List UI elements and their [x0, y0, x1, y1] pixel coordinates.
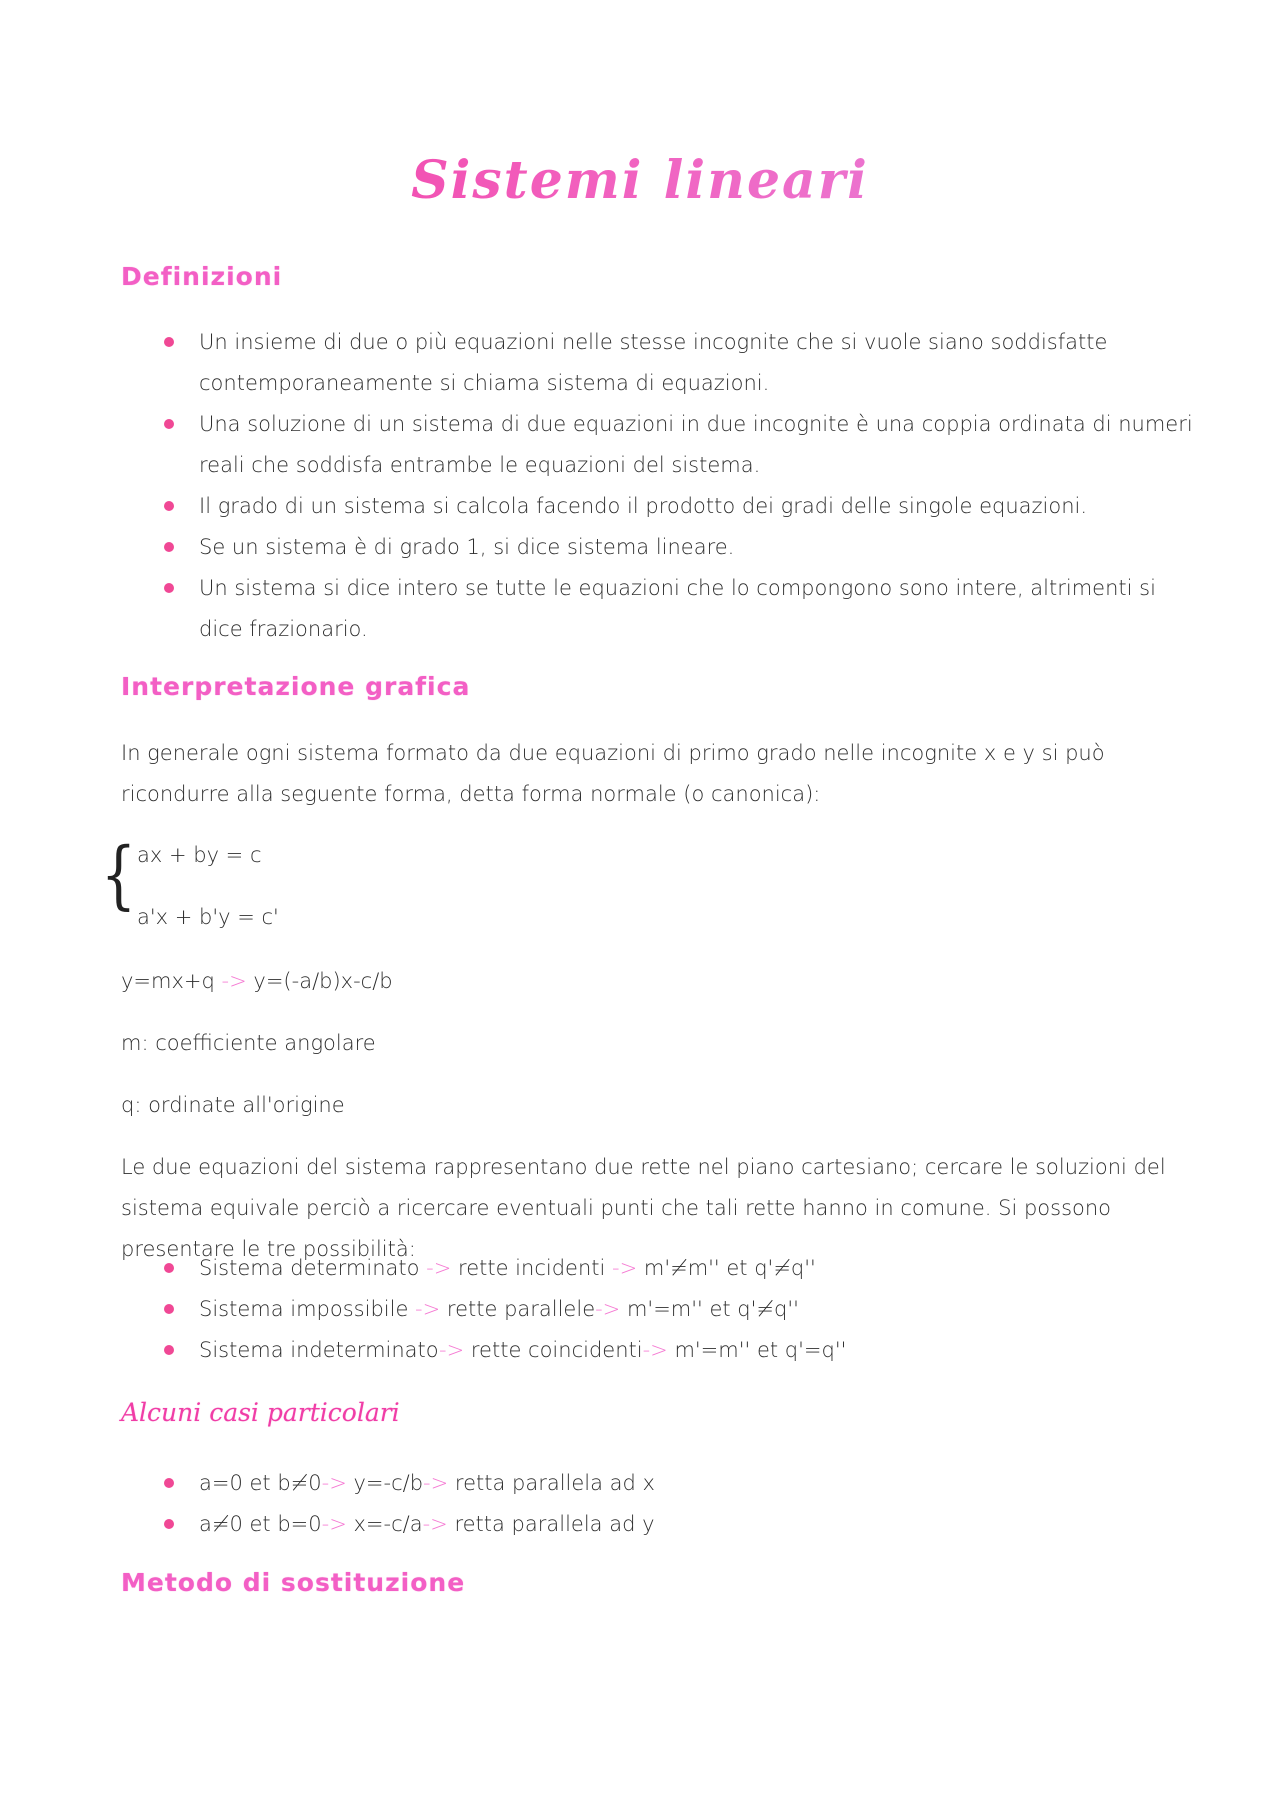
list-item: Se un sistema è di grado 1, si dice sistema lineare.: [121, 527, 1201, 568]
bullet-dot-icon: [164, 542, 174, 552]
list-item: a≠0 et b=0-> x=-c/a-> retta parallela ad y: [121, 1504, 1201, 1545]
arrow-icon: ->: [595, 1297, 621, 1321]
list-item: Sistema impossibile -> rette parallele-> m'=m'' et q'≠q'': [121, 1289, 1201, 1330]
intro-paragraph: In generale ogni sistema formato da due equazioni di primo grado nelle incognite x e y si può ricondurre alla seguente forma, detta forma normale (o canonica):: [121, 741, 1105, 806]
formula-line: y=mx+q -> y=(-a/b)x-c/b: [121, 969, 393, 993]
heading-sostituzione: Metodo di sostituzione: [121, 1568, 466, 1597]
q-definition: q: ordinate all'origine: [121, 1093, 345, 1117]
bullet-dot-icon: [164, 1345, 174, 1355]
bullet-dot-icon: [164, 501, 174, 511]
definizioni-list: [121, 322, 1201, 650]
list-item: Sistema indeterminato-> rette coincidenti-> m'=m'' et q'=q'': [121, 1330, 1201, 1371]
list-item: a=0 et b≠0-> y=-c/b-> retta parallela ad x: [121, 1463, 1201, 1504]
arrow-icon: ->: [321, 1512, 347, 1536]
bullet-dot-icon: [164, 1478, 174, 1488]
bullet-dot-icon: [164, 1304, 174, 1314]
list-item: Il grado di un sistema si calcola facendo il prodotto dei gradi delle singole equazioni.: [121, 486, 1201, 527]
list-item: Sistema determinato -> rette incidenti -> m'≠m'' et q'≠q'': [121, 1248, 1201, 1289]
heading-casi-particolari: Alcuni casi particolari: [121, 1398, 400, 1427]
heading-definizioni: Definizioni: [121, 262, 283, 291]
m-definition: m: coefficiente angolare: [121, 1031, 376, 1055]
rette-paragraph: Le due equazioni del sistema rappresentano due rette nel piano cartesiano; cercare le soluzioni del sistema equivale perciò a ricercare eventuali punti che tali rette hanno in comune. Si possono presentare le tre possibilità:: [121, 1155, 1166, 1261]
casi-list: [121, 1463, 1201, 1545]
arrow-icon: ->: [422, 1512, 448, 1536]
arrow-icon: ->: [642, 1338, 668, 1362]
arrow-icon: ->: [415, 1297, 441, 1321]
cases-list: [121, 1248, 1201, 1371]
page-title: Sistemi lineari: [0, 150, 1280, 211]
bullet-dot-icon: [164, 1263, 174, 1273]
system-equation-1: ax + by = c: [137, 843, 262, 867]
heading-interpretazione: Interpretazione grafica: [121, 672, 471, 701]
arrow-icon: ->: [221, 969, 247, 993]
arrow-icon: ->: [426, 1256, 452, 1280]
arrow-icon: ->: [439, 1338, 465, 1362]
arrow-icon: ->: [612, 1256, 638, 1280]
list-item: Una soluzione di un sistema di due equazioni in due incognite è una coppia ordinata di numeri reali che soddisfa entrambe le equazioni del sistema.: [121, 404, 1201, 486]
arrow-icon: ->: [321, 1471, 347, 1495]
bullet-dot-icon: [164, 1519, 174, 1529]
system-equation-2: a'x + b'y = c': [137, 905, 279, 929]
arrow-icon: ->: [423, 1471, 449, 1495]
list-item: Un sistema si dice intero se tutte le equazioni che lo compongono sono intere, altrimenti si dice frazionario.: [121, 568, 1201, 650]
list-item: Un insieme di due o più equazioni nelle stesse incognite che si vuole siano soddisfatte contemporaneamente si chiama sistema di equazioni.: [121, 322, 1201, 404]
bullet-dot-icon: [164, 419, 174, 429]
bullet-dot-icon: [164, 583, 174, 593]
bullet-dot-icon: [164, 337, 174, 347]
system-brace-icon: {: [100, 832, 137, 918]
